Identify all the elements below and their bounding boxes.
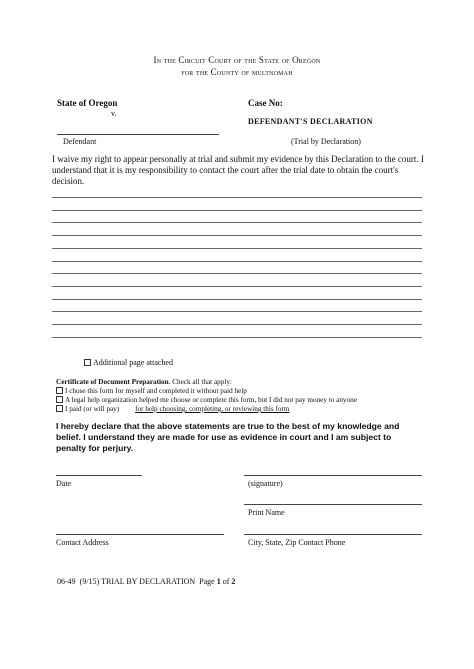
form-footer bbox=[57, 577, 235, 586]
writing-line[interactable] bbox=[52, 273, 422, 274]
contact-address-line[interactable] bbox=[56, 534, 224, 535]
defendant-label: Defendant bbox=[63, 137, 97, 146]
option-legal-help-label: A legal help organization helped me choose or complete this form, but I did not pay money to anyone bbox=[65, 396, 357, 404]
option-paid-label: I paid (or will pay) bbox=[65, 405, 120, 413]
additional-page-option[interactable] bbox=[84, 358, 173, 367]
page-label: Page bbox=[199, 577, 215, 586]
contact-address-label: Contact Address bbox=[56, 538, 109, 547]
writing-line[interactable] bbox=[52, 197, 422, 198]
page-of-label: of bbox=[222, 577, 230, 586]
certificate-title: Certificate of Document Preparation bbox=[56, 378, 169, 386]
print-name-label: Print Name bbox=[248, 508, 285, 517]
writing-line[interactable] bbox=[52, 286, 422, 287]
writing-line[interactable] bbox=[52, 235, 422, 236]
signature-label: (signature) bbox=[248, 479, 283, 488]
versus-label: v. bbox=[111, 109, 117, 118]
city-state-zip-phone-labels bbox=[248, 538, 345, 547]
signature-line[interactable] bbox=[244, 475, 422, 476]
additional-page-label: Additional page attached bbox=[93, 358, 173, 367]
option-paid-suffix: for help choosing, completing, or reviewing this form bbox=[135, 405, 290, 413]
option-self-label: I chose this form for myself and completed it without paid help bbox=[65, 387, 247, 395]
document-title: DEFENDANT'S DECLARATION bbox=[248, 117, 373, 126]
additional-page-checkbox[interactable] bbox=[84, 359, 91, 366]
certificate-option-paid[interactable] bbox=[56, 405, 289, 413]
page-current: 1 bbox=[216, 577, 221, 586]
writing-line[interactable] bbox=[52, 299, 422, 300]
page-total: 2 bbox=[231, 577, 236, 586]
certificate-heading bbox=[56, 378, 232, 386]
plaintiff-name: State of Oregon bbox=[57, 98, 118, 108]
writing-line[interactable] bbox=[52, 324, 422, 325]
waiver-paragraph: I waive my right to appear personally at trial and submit my evidence by this Declaration to the court. I understand that it is my responsibility to contact the court after the trial date to obtain the court's decision. bbox=[52, 154, 424, 186]
writing-line[interactable] bbox=[52, 337, 422, 338]
document-subtitle: (Trial by Declaration) bbox=[291, 137, 361, 146]
print-name-line[interactable] bbox=[244, 504, 422, 505]
writing-line[interactable] bbox=[52, 311, 422, 312]
certificate-instruction: . Check all that apply: bbox=[168, 378, 232, 386]
certificate-option-legal-help[interactable] bbox=[56, 396, 357, 404]
date-label: Date bbox=[56, 479, 72, 488]
county-line: for the County of multnomah bbox=[181, 67, 293, 77]
date-line[interactable] bbox=[56, 475, 142, 476]
contact-phone-label: Contact Phone bbox=[298, 538, 346, 547]
writing-line[interactable] bbox=[52, 261, 422, 262]
form-number: 06-49 bbox=[57, 577, 76, 586]
option-self-checkbox[interactable] bbox=[56, 387, 63, 394]
form-revision: (9/15) bbox=[79, 577, 100, 586]
city-state-zip-line[interactable] bbox=[244, 534, 422, 535]
case-number-label: Case No: bbox=[248, 98, 283, 108]
defendant-name-line[interactable] bbox=[57, 134, 219, 135]
perjury-declaration: I hereby declare that the above statements are true to the best of my knowledge and belief. I understand they are made for use as evidence in court and I am subject to penalty for perjury. bbox=[56, 421, 400, 454]
option-legal-help-checkbox[interactable] bbox=[56, 396, 63, 403]
option-paid-checkbox[interactable] bbox=[56, 405, 63, 412]
writing-line[interactable] bbox=[52, 222, 422, 223]
certificate-option-self[interactable] bbox=[56, 387, 247, 395]
writing-line[interactable] bbox=[52, 210, 422, 211]
writing-line[interactable] bbox=[52, 248, 422, 249]
court-name-line: In the Circuit Court of the State of Oregon bbox=[153, 55, 321, 65]
form-title-footer: TRIAL BY DECLARATION bbox=[101, 577, 196, 586]
city-state-zip-label: City, State, Zip bbox=[248, 538, 297, 547]
